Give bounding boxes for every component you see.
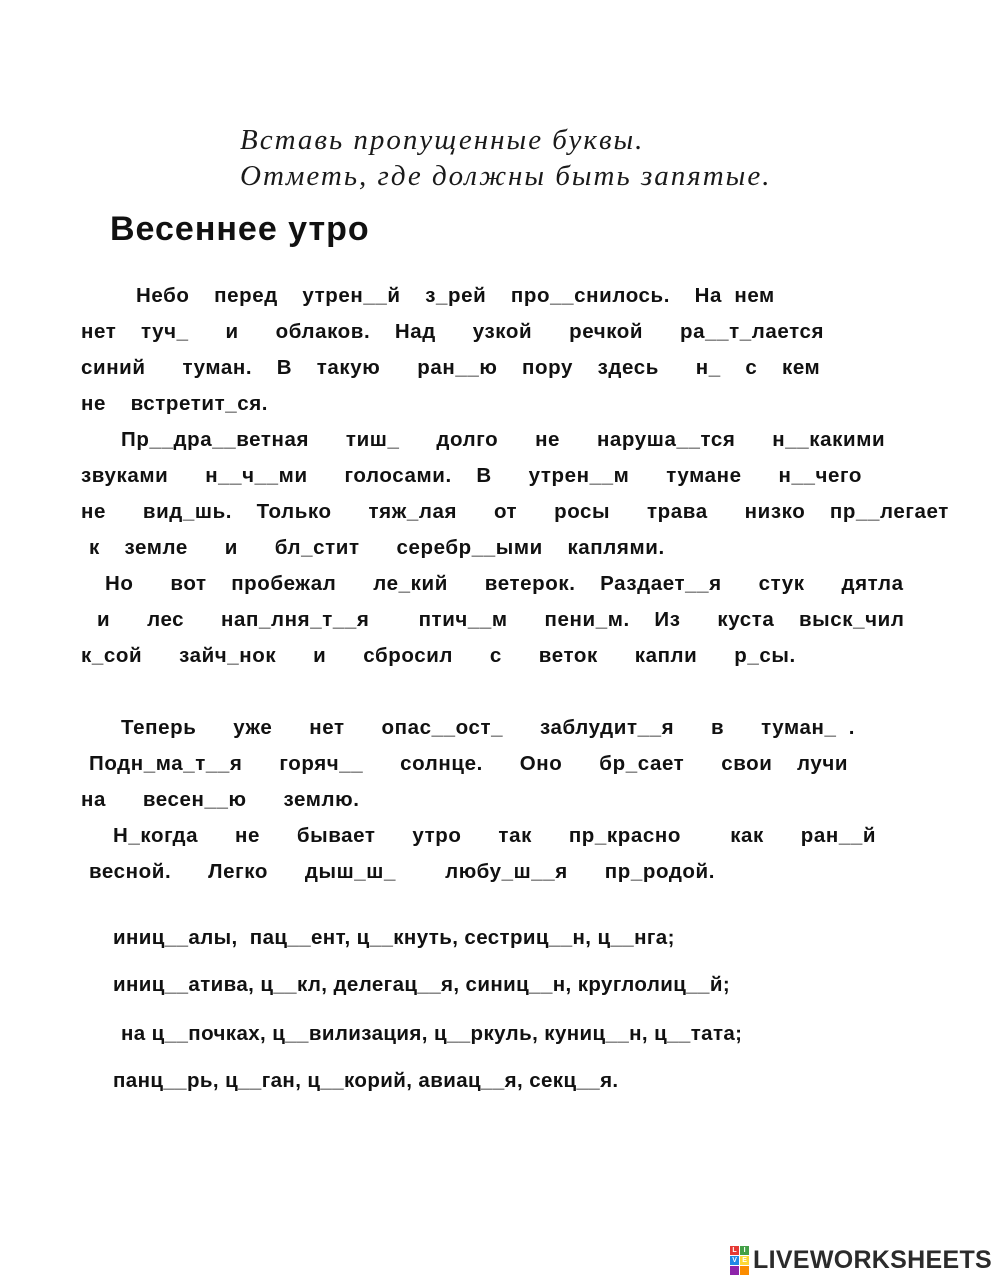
instruction-line-1: Вставь пропущенные буквы. [240,124,645,156]
exercise-line: панц__рь, ц__ган, ц__корий, авиац__я, секц__я. [113,1069,619,1092]
exercise-line: иниц__алы, пац__ент, ц__кнуть, сестриц__н, ц__нга; [113,926,675,949]
logo-mark-cell [730,1266,739,1275]
text-line: к земле и бл_стит серебр__ыми каплями. [89,536,665,559]
text-line: Небо перед утрен__й з_рей про__снилось. На нем [136,284,775,307]
logo-mark-cell: V [730,1256,739,1265]
text-line: синий туман. В такую ран__ю пору здесь н_ с кем [81,356,821,379]
text-line: Подн_ма_т__я горяч__ солнце. Оно бр_сает свои лучи [89,752,849,775]
exercise-line: на ц__почках, ц__вилизация, ц__ркуль, куниц__н, ц__тата; [121,1022,743,1045]
logo-mark-cell: I [740,1246,749,1255]
instructions [240,122,771,194]
text-line: весной. Легко дыш_ш_ любу_ш__я пр_родой. [89,860,716,883]
text-line: Теперь уже нет опас__ост_ заблудит__я в туман_ . [121,716,856,739]
text-line: и лес нап_лня_т__я птич__м пени_м. Из куста выск_чил [97,608,905,631]
text-line: не вид_шь. Только тяж_лая от росы трава низко пр__легает [81,500,949,523]
liveworksheets-logo [730,1246,992,1274]
instruction-line-2: Отметь, где должны быть запятые. [240,160,772,192]
text-line: не встретит_ся. [81,392,269,415]
logo-mark-cell: L [730,1246,739,1255]
logo-mark-cell [740,1266,749,1275]
text-line: Но вот пробежал ле_кий ветерок. Раздает__я стук дятла [105,572,904,595]
text-line: звуками н__ч__ми голосами. В утрен__м тумане н__чего [81,464,862,487]
page-title: Весеннее утро [110,210,370,248]
text-line: к_сой зайч_нок и сбросил с веток капли р_сы. [81,644,796,667]
text-line: Н_когда не бывает утро так пр_красно как ран__й [113,824,877,847]
logo-mark-icon [730,1246,749,1275]
logo-mark-cell: E [740,1256,749,1265]
exercise-line: иниц__атива, ц__кл, делегац__я, синиц__н, круглолиц__й; [113,973,731,996]
text-line: нет туч_ и облаков. Над узкой речкой ра__т_лается [81,320,825,343]
logo-text: LIVEWORKSHEETS [753,1245,992,1274]
text-line: на весен__ю землю. [81,788,360,811]
text-line: Пр__дра__ветная тиш_ долго не наруша__тся н__какими [121,428,886,451]
